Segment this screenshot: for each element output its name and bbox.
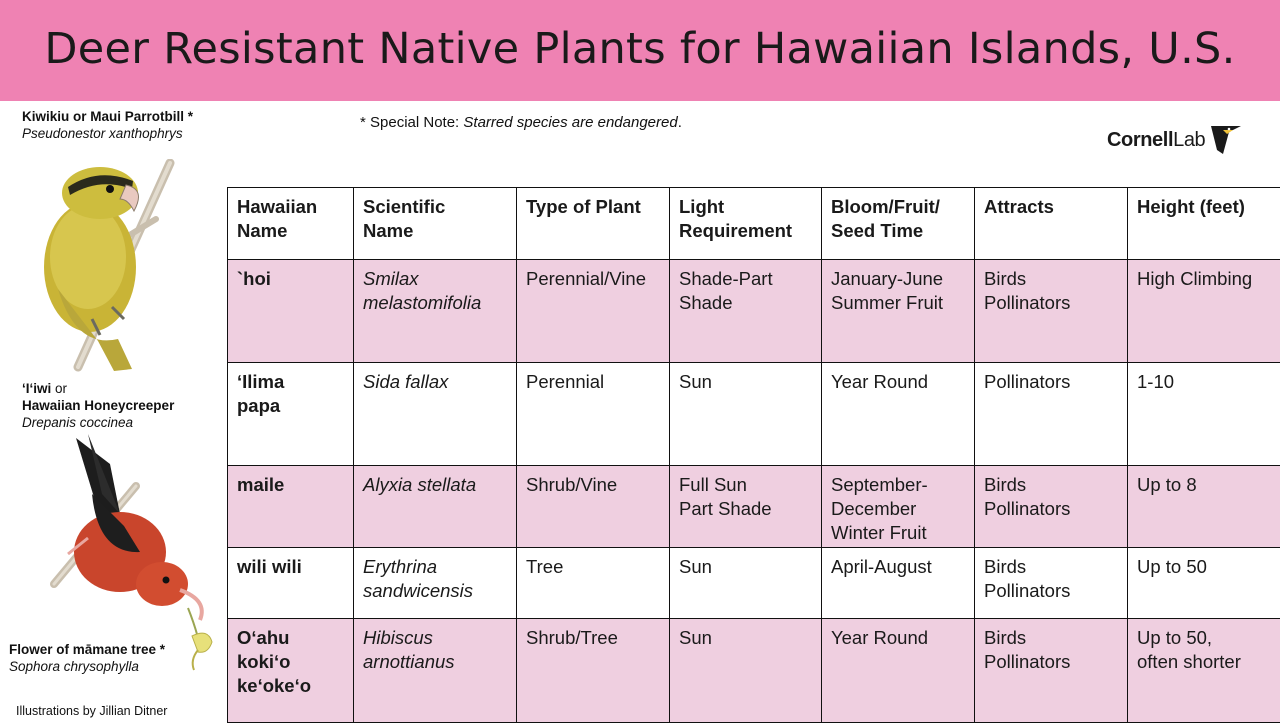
mamane-name: Flower of māmane tree *	[9, 642, 166, 657]
cell-text-line: Hibiscus	[363, 627, 433, 648]
special-note-prefix: * Special Note:	[360, 114, 464, 131]
cell-text-line: Pollinators	[984, 371, 1071, 392]
column-header-bloom-fruit-seed-time	[822, 188, 975, 260]
cell-text-line: September-	[831, 474, 928, 495]
cell-text-line: ʻIlima	[237, 371, 285, 392]
cell-text-line: kokiʻo	[237, 651, 291, 672]
cell-text-line: melastomifolia	[363, 292, 482, 313]
cell-text-line: Pollinators	[984, 292, 1071, 313]
cell-text-line: Birds	[984, 474, 1027, 495]
cell-scientific	[354, 548, 517, 619]
cell-scientific	[354, 466, 517, 548]
cell-text-line: Sida fallax	[363, 371, 449, 392]
kiwikiu-bird-illustration	[28, 159, 178, 374]
cell-text-line: Birds	[984, 627, 1027, 648]
illustration-sidebar	[0, 101, 228, 724]
cell-text-line: Erythrina	[363, 556, 438, 577]
cell-bloom	[822, 363, 975, 466]
kiwikiu-caption	[22, 108, 193, 142]
cell-text-line: Tree	[526, 556, 564, 577]
cell-text-line: keʻokeʻo	[237, 675, 312, 696]
cell-text-line: Perennial	[526, 371, 605, 392]
iiwi-common-name: Hawaiian Honeycreeper	[22, 398, 175, 413]
column-header-scientific-name	[354, 188, 517, 260]
cell-text-line: Bloom/Fruit/	[831, 196, 940, 217]
cell-text-line: `hoi	[237, 268, 271, 289]
cell-text-line: Attracts	[984, 196, 1054, 217]
cell-text-line: Scientific	[363, 196, 446, 217]
cell-scientific	[354, 363, 517, 466]
cell-text-line: Pollinators	[984, 651, 1071, 672]
cell-text-line: Winter Fruit	[831, 522, 927, 543]
cell-text-line: Oʻahu	[237, 627, 290, 648]
column-header-hawaiian-name	[228, 188, 354, 260]
special-note-suffix: .	[677, 114, 682, 131]
special-note-text: Starred species are endangered	[463, 114, 678, 131]
cell-text-line: January-June	[831, 268, 944, 289]
cell-text-line: Up to 50	[1137, 556, 1207, 577]
cell-attracts	[975, 466, 1128, 548]
cell-hawaiian	[228, 363, 354, 466]
column-header-height	[1128, 188, 1280, 260]
cell-light	[670, 260, 822, 363]
cell-text-line: High Climbing	[1137, 268, 1253, 289]
table-row	[228, 619, 1280, 723]
cell-hawaiian	[228, 260, 354, 363]
cell-text-line: Full Sun	[679, 474, 747, 495]
cell-bloom	[822, 466, 975, 548]
cell-text-line: sandwicensis	[363, 580, 474, 601]
cornell-lab-wordmark	[1107, 129, 1205, 152]
cell-text-line: Up to 50,	[1137, 627, 1213, 648]
cell-text-line: Pollinators	[984, 498, 1071, 519]
cell-text-line: papa	[237, 395, 281, 416]
iiwi-scientific-name: Drepanis coccinea	[22, 415, 134, 430]
cell-text-line: 1-10	[1137, 371, 1175, 392]
kiwikiu-scientific-name: Pseudonestor xanthophrys	[22, 126, 183, 141]
table-header-row	[228, 188, 1280, 260]
cell-text-line: Alyxia stellata	[363, 474, 477, 495]
cell-height	[1128, 260, 1280, 363]
mamane-caption	[9, 641, 165, 675]
cell-text-line: Pollinators	[984, 580, 1071, 601]
cell-scientific	[354, 260, 517, 363]
cell-text-line: Part Shade	[679, 498, 772, 519]
cell-attracts	[975, 260, 1128, 363]
column-header-attracts	[975, 188, 1128, 260]
cell-text-line: Requirement	[679, 220, 793, 241]
cell-text-line: Sun	[679, 371, 712, 392]
cell-text-line: maile	[237, 474, 285, 495]
cell-height	[1128, 619, 1280, 723]
cornell-lab-bird-icon	[1209, 124, 1243, 156]
cell-type	[517, 619, 670, 723]
kiwikiu-name: Kiwikiu or Maui Parrotbill *	[22, 109, 194, 124]
cell-type	[517, 466, 670, 548]
cell-light	[670, 466, 822, 548]
table-row	[228, 466, 1280, 548]
cell-type	[517, 548, 670, 619]
cell-text-line: Summer Fruit	[831, 292, 944, 313]
iiwi-bird-illustration	[40, 434, 210, 624]
cell-hawaiian	[228, 466, 354, 548]
cell-scientific	[354, 619, 517, 723]
mamane-scientific-name: Sophora chrysophylla	[9, 659, 139, 674]
cell-text-line: Hawaiian	[237, 196, 318, 217]
cell-height	[1128, 466, 1280, 548]
cell-text-line: Name	[237, 220, 288, 241]
cell-text-line: arnottianus	[363, 651, 455, 672]
iiwi-name: ʻIʻiwi	[22, 381, 52, 396]
column-header-type-of-plant	[517, 188, 670, 260]
cell-text-line: Seed Time	[831, 220, 924, 241]
page-title: Deer Resistant Native Plants for Hawaiian Islands, U.S.	[44, 23, 1236, 74]
cell-type	[517, 363, 670, 466]
illustration-credit: Illustrations by Jillian Ditner	[16, 704, 168, 718]
cell-height	[1128, 363, 1280, 466]
cell-text-line: Smilax	[363, 268, 419, 289]
mamane-flower-illustration	[178, 606, 218, 671]
cell-bloom	[822, 260, 975, 363]
cell-type	[517, 260, 670, 363]
title-banner	[0, 0, 1280, 101]
iiwi-or-text: or	[51, 381, 68, 396]
cell-text-line: Light	[679, 196, 725, 217]
cell-text-line: Birds	[984, 268, 1027, 289]
cell-text-line: Year Round	[831, 627, 929, 648]
cell-text-line: wili wili	[237, 556, 302, 577]
cell-text-line: Shrub/Vine	[526, 474, 618, 495]
cell-text-line: Shade-Part	[679, 268, 773, 289]
cell-hawaiian	[228, 619, 354, 723]
cell-text-line: Shrub/Tree	[526, 627, 618, 648]
cell-light	[670, 363, 822, 466]
cell-attracts	[975, 548, 1128, 619]
plants-table	[227, 187, 1280, 723]
logo-lab-text: Lab	[1173, 128, 1206, 151]
table-row	[228, 363, 1280, 466]
cell-text-line: Sun	[679, 627, 712, 648]
cell-text-line: Perennial/Vine	[526, 268, 646, 289]
cell-text-line: Height (feet)	[1137, 196, 1245, 217]
cell-bloom	[822, 548, 975, 619]
cell-text-line: Sun	[679, 556, 712, 577]
table-row	[228, 260, 1280, 363]
cornell-lab-logo	[1107, 124, 1243, 156]
cell-text-line: often shorter	[1137, 651, 1241, 672]
cell-text-line: December	[831, 498, 917, 519]
special-note	[360, 114, 682, 131]
cell-attracts	[975, 363, 1128, 466]
iiwi-caption	[22, 380, 174, 431]
cell-text-line: Type of Plant	[526, 196, 641, 217]
cell-text-line: Up to 8	[1137, 474, 1197, 495]
cell-text-line: Shade	[679, 292, 733, 313]
cell-bloom	[822, 619, 975, 723]
logo-cornell-text: Cornell	[1107, 128, 1174, 151]
cell-attracts	[975, 619, 1128, 723]
cell-text-line: April-August	[831, 556, 932, 577]
cell-text-line: Year Round	[831, 371, 929, 392]
cell-text-line: Birds	[984, 556, 1027, 577]
cell-text-line: Name	[363, 220, 414, 241]
table-row	[228, 548, 1280, 619]
column-header-light-requirement	[670, 188, 822, 260]
cell-hawaiian	[228, 548, 354, 619]
cell-height	[1128, 548, 1280, 619]
cell-light	[670, 619, 822, 723]
cell-light	[670, 548, 822, 619]
